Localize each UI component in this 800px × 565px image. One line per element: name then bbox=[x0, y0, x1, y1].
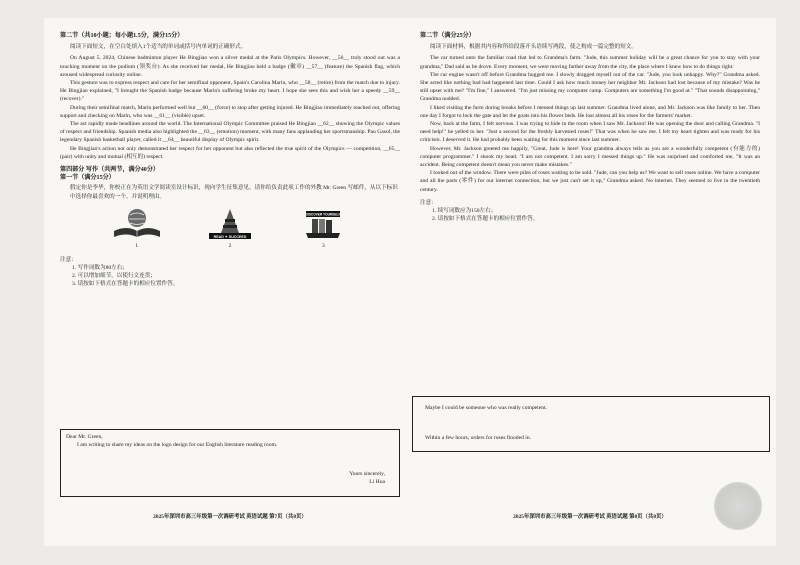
page-footer: 2025年深圳市高三年级第一次调研考试 英语试题 第7页（共8页） bbox=[153, 514, 307, 520]
logo-option-1 bbox=[107, 207, 167, 251]
logo-3-text: DISCOVER YOURSELF bbox=[305, 212, 341, 217]
writing-task: 假定你是李华，你校正在为英语文学阅读室设计标识，现向学生征集意见。请你给负责此项工作的外教 Mr. Green 写邮件，从以下标识中选择你最喜欢的一个，并说明理由。 bbox=[70, 185, 398, 200]
watermark-stamp bbox=[714, 482, 762, 530]
notes-label: 注意： bbox=[420, 199, 437, 206]
section-title: 第二节（共10小题；每小题1.5分，满分15分） bbox=[60, 33, 184, 39]
letter-salutation: Dear Mr. Green, bbox=[66, 434, 103, 440]
page-7-content bbox=[60, 32, 400, 289]
logo-2-text: READ ✦ SUCCEED bbox=[213, 234, 247, 239]
page-footer: 2025年深圳市高三年级第一次调研考试 英语试题 第8页（共8页） bbox=[513, 514, 667, 520]
letter-closing: Yours sincerely, bbox=[349, 471, 385, 477]
story-paragraph: I liked visiting the farm during breaks before I messed things up last summer. Grandma lived alone, and Mr. Jackson was like family to her. Then one day I forgot to lock the gate and let the goats into his flower beds. He lost almost all his roses for the farmers' market. bbox=[420, 104, 760, 119]
logo-number: 2 bbox=[228, 242, 232, 249]
section-intro: 阅读下面短文，在空白处填入1个适当的单词或括号内单词的正确形式。 bbox=[70, 44, 247, 51]
story-paragraph: However, Mr. Jackson greeted me happily, "Great, Jude is here! Your grandma always tells us you are a wonderfully competent (有能力的) computer programmer." I shook my head. "I am not competent. I am sorry I messed things up." He was surprised and comforted me, "It was an accident. Being competent doesn't mean you never make mistakes." bbox=[420, 145, 760, 169]
part4-title: 第四部分 写作（共两节，满分40分） bbox=[60, 167, 160, 174]
books-emblem-icon bbox=[294, 207, 352, 241]
passage-paragraph: On August 5, 2024, Chinese badminton player He Bingjiao won a silver medal at the Paris Olympics. However, __56__ truly stood out was a touching moment on the podium (领奖台). As she received her medal, He Bingjiao held a badge (徽章) __57__ (feature) the Spanish flag, which aroused widespread curiosity online. bbox=[60, 55, 400, 78]
note-item: 3. 请按如下格式在答题卡的相应位置作答。 bbox=[72, 281, 179, 288]
section-intro: 阅读下面材料，根据其内容和所给段落开头语续写两段，使之构成一篇完整的短文。 bbox=[430, 44, 637, 51]
logo-option-3 bbox=[293, 207, 353, 251]
passage-paragraph: During their semifinal match, Marin performed well but __60__ (force) to stop after getting injured. He Bingjiao immediately reached out, offering support and checking on Marin, who was __61__ (visible) upset. bbox=[60, 104, 400, 119]
passage-paragraph: He Bingjiao's action not only demonstrated her respect for her opponent but also reflected the true spirit of the Olympics — competition, __65__ (pair) with unity and mutual (相互的) respect. bbox=[60, 145, 400, 160]
story-paragraph: I looked out of the window. There were piles of roses waiting to be sold. "Jude, can you help us? We want to sell roses online. We have a computer and all the parts (零件) for our internet connection, but we just can't set it up," Grandma asked. No internet. They seemed to live in the twentieth century. bbox=[420, 170, 760, 193]
continuation-answer-box bbox=[412, 396, 770, 452]
book-tower-icon bbox=[201, 207, 259, 241]
letter-opening: I am writing to share my ideas on the logo design for our English literature reading room. bbox=[77, 442, 278, 449]
part4-subtitle: 第一节（满分15分） bbox=[60, 175, 115, 182]
logo-number: 3 bbox=[321, 242, 325, 249]
letter-signature: Li Hua bbox=[369, 479, 385, 486]
passage-paragraph: The act rapidly made headlines around the world. The International Olympic Committee praised He Bingjiao __62__ showing the Olympic values of respect and friendship. Spanish media also highlighted the __63__ (emotion) moment, with many fans applauding her sportsmanship. Pau Gasol, the legendary Spanish basketball player, called it __64__ beautiful display of Olympic spirit. bbox=[60, 121, 400, 144]
story-paragraph: The car engine wasn't off before Grandma hugged me. I slowly dragged myself out of the car. "Jude, you look unhappy. Why?" Grandma asked. She acted like nothing bad had happened last time. Could I ask how much money her neighbor Mr. Jackson had lost because of my mistake? Was he still upset with me? "I'm fine," I answered. "I'm just missing my computer camp. Computers are something I'm good at." "That sounds disappointing," Grandma nodded. bbox=[420, 71, 760, 103]
story-paragraph: Now, back at the farm, I felt nervous. I was trying to hide in the room when I saw Mr. Jackson! He was opening the door and calling Grandma. "I need help!" he yelled to her. "Just a second for the freshly harvested roses!" That was when he saw me. I felt my heart tighten and was ready for his criticism. I deserved it. He had probably been waiting for this moment since last summer. bbox=[420, 121, 760, 144]
letter-answer-box bbox=[60, 429, 400, 497]
note-item: 2. 请按如下格式在答题卡的相应位置作答。 bbox=[432, 216, 539, 223]
page-8-content bbox=[420, 32, 760, 223]
logo-option-2 bbox=[200, 207, 260, 251]
note-item: 2. 可以增加细节，以使行文连贯； bbox=[72, 273, 156, 280]
logo-number: 1 bbox=[135, 242, 139, 249]
note-item: 1. 续写词数应为150左右； bbox=[432, 208, 497, 215]
open-book-globe-icon bbox=[108, 207, 166, 241]
note-item: 1. 写作词数为80左右； bbox=[72, 265, 128, 272]
exam-page-8 bbox=[404, 18, 776, 546]
continuation-opening-2: Within a few hours, orders for roses flooded in. bbox=[425, 435, 532, 441]
notes-label: 注意： bbox=[60, 256, 77, 263]
section-title: 第二节（满分25分） bbox=[420, 33, 475, 39]
passage-paragraph: This gesture was to express respect and care for her semifinal opponent, Spain's Carolina Marin, who __58__ (retire) from the match due to injury. He Bingjiao explained, "I brought the Spanish badge because Marin's suffering broke my heart. I hope she sees this and wish her a speedy __59__ (recover)." bbox=[60, 80, 400, 103]
letter-closing-block bbox=[349, 470, 385, 486]
exam-page-7 bbox=[44, 18, 416, 546]
continuation-opening-1: Maybe I could be someone who was really competent. bbox=[425, 405, 547, 411]
logo-options bbox=[90, 207, 370, 251]
story-paragraph: The car turned onto the familiar road that led to Grandma's farm. "Jude, this summer holiday will be a great chance for you to stay with your grandma," Dad said as he drove. Every moment, we were moving farther away from the city, the place where I knew how to do things right. bbox=[420, 55, 760, 70]
